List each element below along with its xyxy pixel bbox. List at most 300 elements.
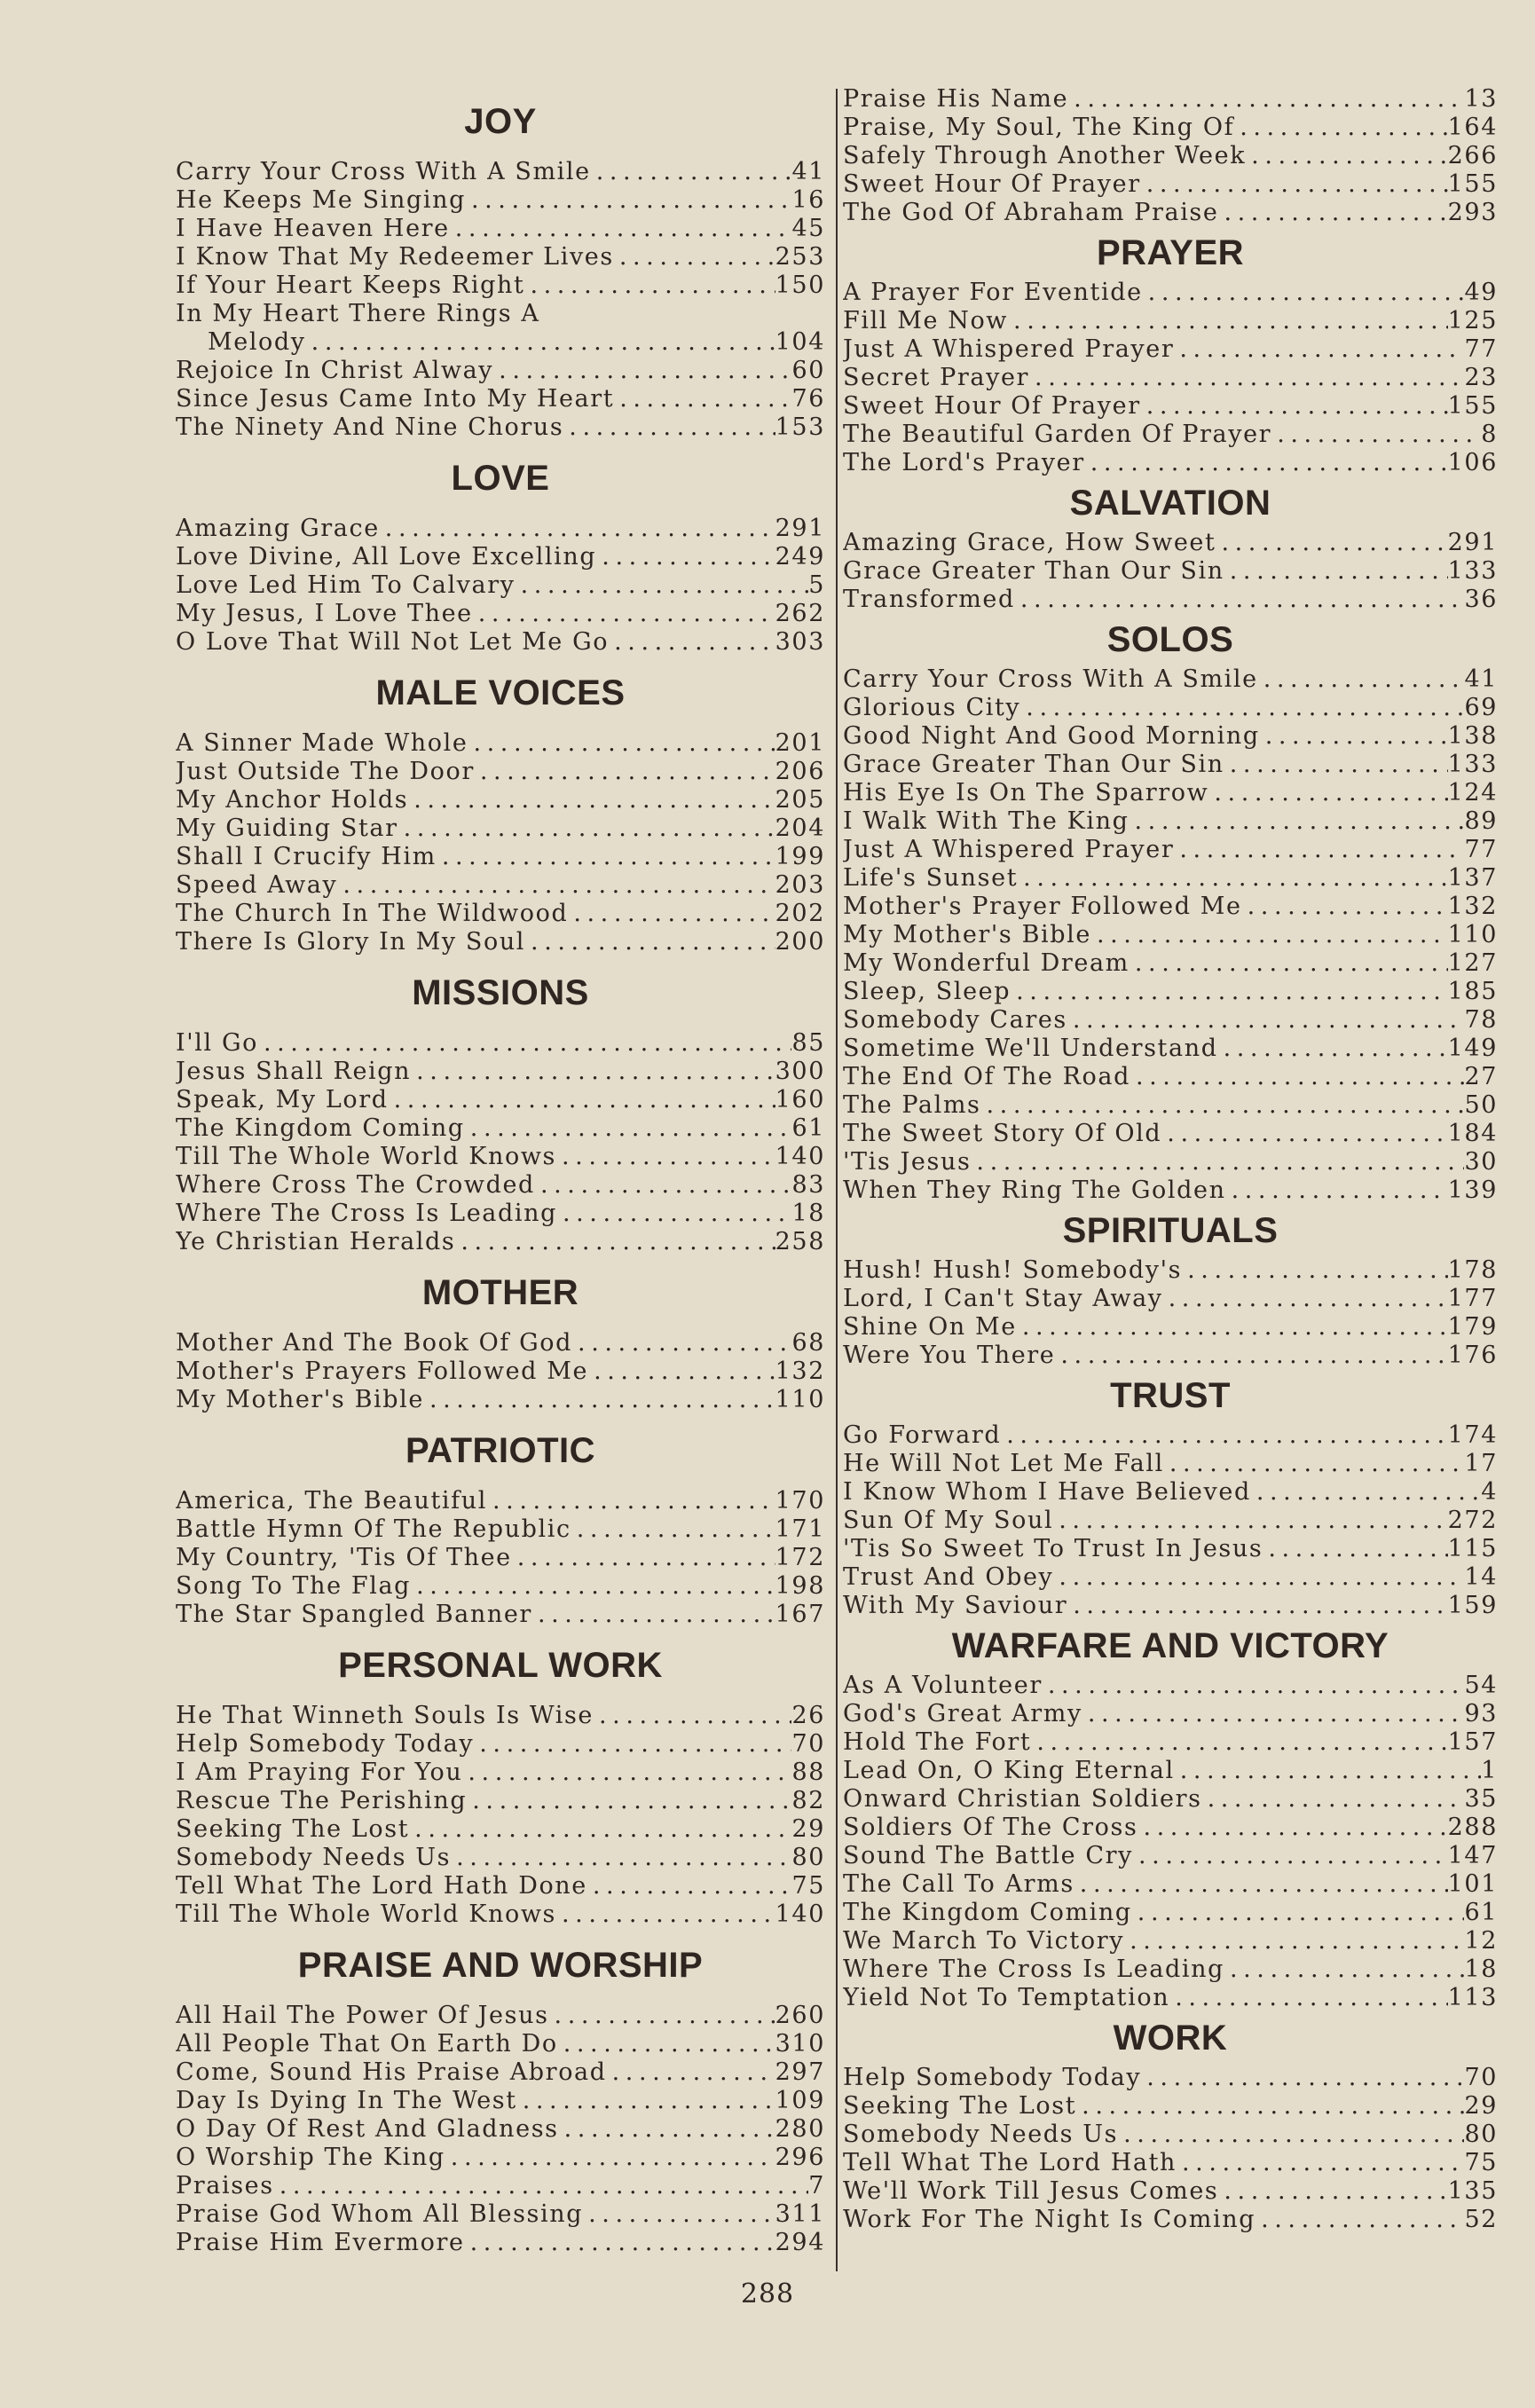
dot-leader bbox=[380, 515, 775, 543]
index-entry bbox=[843, 449, 1498, 477]
entry-title: Somebody Cares bbox=[843, 1006, 1067, 1034]
entry-page-number: 49 bbox=[1464, 279, 1498, 306]
entry-page-number: 124 bbox=[1447, 779, 1498, 807]
entry-title: My Wonderful Dream bbox=[843, 949, 1130, 977]
dot-leader bbox=[1137, 1814, 1447, 1842]
entry-page-number: 176 bbox=[1447, 1342, 1498, 1369]
index-entry bbox=[176, 1844, 825, 1872]
dot-leader bbox=[1053, 1563, 1464, 1592]
index-entry bbox=[176, 1759, 825, 1787]
entry-page-number: 258 bbox=[775, 1228, 825, 1255]
index-entry bbox=[843, 1984, 1498, 2012]
entry-title: The Kingdom Coming bbox=[176, 1114, 465, 1142]
entry-title: Work For The Night Is Coming bbox=[843, 2206, 1256, 2233]
entry-page-number: 17 bbox=[1464, 1450, 1498, 1477]
dot-leader bbox=[1216, 529, 1447, 557]
entry-page-number: 310 bbox=[775, 2030, 825, 2058]
entry-title: In My Heart There Rings A bbox=[176, 300, 540, 327]
entry-page-number: 41 bbox=[1464, 665, 1498, 693]
dot-leader bbox=[1067, 1592, 1447, 1620]
entry-title: Help Somebody Today bbox=[843, 2064, 1142, 2091]
entry-title: Grace Greater Than Our Sin bbox=[843, 557, 1224, 585]
dot-leader bbox=[1055, 1342, 1447, 1370]
entry-title: Just Outside The Door bbox=[176, 758, 475, 785]
entry-page-number: 185 bbox=[1447, 978, 1498, 1005]
index-section bbox=[843, 614, 1498, 1205]
index-entry bbox=[843, 199, 1498, 227]
entry-page-number: 61 bbox=[1464, 1899, 1498, 1926]
dot-leader bbox=[1226, 1176, 1448, 1205]
entry-title: Go Forward bbox=[843, 1421, 1002, 1449]
entry-page-number: 88 bbox=[791, 1759, 825, 1786]
dot-leader bbox=[1130, 949, 1448, 978]
entry-title: My Anchor Holds bbox=[176, 786, 409, 814]
entry-title: Ye Christian Heralds bbox=[176, 1228, 456, 1255]
entry-page-number: 178 bbox=[1447, 1256, 1498, 1284]
section-heading: SALVATION bbox=[1069, 483, 1271, 523]
index-entry bbox=[843, 114, 1498, 142]
entry-title: Sometime We'll Understand bbox=[843, 1035, 1218, 1062]
entry-title: Mother And The Book Of God bbox=[176, 1329, 573, 1357]
entry-page-number: 184 bbox=[1447, 1120, 1498, 1147]
entry-title: My Jesus, I Love Thee bbox=[176, 600, 473, 627]
entry-page-number: 29 bbox=[1464, 2092, 1498, 2120]
dot-leader bbox=[524, 271, 775, 300]
index-entry bbox=[843, 2149, 1498, 2177]
entry-title: Till The Whole World Knows bbox=[176, 1900, 557, 1928]
dot-leader bbox=[1141, 2064, 1464, 2092]
entry-title: Tell What The Lord Hath Done bbox=[176, 1872, 587, 1900]
index-entry bbox=[843, 665, 1498, 694]
entry-page-number: 262 bbox=[775, 600, 825, 627]
dot-leader bbox=[1082, 1700, 1465, 1728]
dot-leader bbox=[1175, 1757, 1482, 1785]
entry-page-number: 204 bbox=[775, 814, 825, 842]
entry-title-continuation: Melody bbox=[208, 328, 306, 356]
entry-title: Trust And Obey bbox=[843, 1563, 1054, 1591]
entry-title: Soldiers Of The Cross bbox=[843, 1814, 1138, 1841]
entry-page-number: 296 bbox=[775, 2144, 825, 2171]
dot-leader bbox=[607, 2058, 775, 2087]
index-entry bbox=[176, 1900, 825, 1929]
entry-page-number: 29 bbox=[791, 1815, 825, 1843]
dot-leader bbox=[1258, 665, 1465, 694]
entry-title: I'll Go bbox=[176, 1029, 258, 1057]
index-entry bbox=[176, 300, 825, 328]
index-section bbox=[843, 2012, 1498, 2234]
entry-title: He Keeps Me Singing bbox=[176, 186, 466, 214]
entry-title: 'Tis So Sweet To Trust In Jesus bbox=[843, 1535, 1263, 1562]
section-heading: MOTHER bbox=[421, 1272, 579, 1312]
entry-title: Were You There bbox=[843, 1342, 1056, 1369]
index-entry bbox=[843, 170, 1498, 199]
index-section bbox=[176, 956, 825, 1256]
index-entry bbox=[176, 543, 825, 571]
dot-leader bbox=[466, 186, 791, 215]
entry-title: Sweet Hour Of Prayer bbox=[843, 170, 1141, 198]
dot-leader bbox=[451, 1844, 791, 1872]
entry-title: America, The Beautiful bbox=[176, 1487, 487, 1515]
index-entry bbox=[843, 1728, 1498, 1757]
index-entry bbox=[843, 586, 1498, 614]
index-entry bbox=[176, 1730, 825, 1759]
entry-title: 'Tis Jesus bbox=[843, 1148, 972, 1176]
entry-title: Battle Hymn Of The Republic bbox=[176, 1515, 571, 1543]
entry-page-number: 5 bbox=[808, 571, 825, 599]
dot-leader bbox=[1182, 1256, 1448, 1285]
dot-leader bbox=[258, 1029, 791, 1058]
dot-leader bbox=[1246, 142, 1447, 170]
entry-title: The God Of Abraham Praise bbox=[843, 199, 1219, 226]
index-entry bbox=[176, 786, 825, 814]
dot-leader bbox=[1271, 421, 1481, 449]
dot-leader bbox=[594, 1702, 791, 1730]
entry-title: Amazing Grace, How Sweet bbox=[843, 529, 1216, 556]
index-section bbox=[843, 227, 1498, 477]
dot-leader bbox=[475, 758, 775, 786]
index-entry bbox=[843, 1700, 1498, 1728]
section-heading: SOLOS bbox=[1106, 619, 1234, 659]
dot-leader bbox=[1085, 449, 1448, 477]
entry-title: Hush! Hush! Somebody's bbox=[843, 1256, 1183, 1284]
index-entry bbox=[176, 357, 825, 385]
dot-leader bbox=[1076, 2092, 1464, 2121]
dot-leader bbox=[1091, 921, 1448, 949]
entry-page-number: 76 bbox=[791, 385, 825, 413]
entry-title: The Lord's Prayer bbox=[843, 449, 1085, 476]
index-entry bbox=[843, 949, 1498, 978]
entry-title: My Guiding Star bbox=[176, 814, 398, 842]
entry-page-number: 133 bbox=[1447, 751, 1498, 778]
entry-title: I Am Praying For You bbox=[176, 1759, 463, 1786]
index-entry bbox=[176, 2200, 825, 2229]
entry-title: Speed Away bbox=[176, 871, 338, 899]
entry-title: Onward Christian Soldiers bbox=[843, 1785, 1202, 1813]
index-entry bbox=[843, 978, 1498, 1006]
index-entry bbox=[176, 2087, 825, 2115]
entry-page-number: 137 bbox=[1447, 864, 1498, 892]
index-entry bbox=[176, 1171, 825, 1200]
entry-title: The Sweet Story Of Old bbox=[843, 1120, 1162, 1147]
entry-title: Mother's Prayer Followed Me bbox=[843, 893, 1242, 920]
entry-page-number: 14 bbox=[1464, 1563, 1498, 1591]
entry-page-number: 138 bbox=[1447, 722, 1498, 750]
dot-leader bbox=[1224, 557, 1448, 586]
entry-page-number: 249 bbox=[775, 543, 825, 571]
entry-page-number: 35 bbox=[1464, 1785, 1498, 1813]
index-section bbox=[843, 1620, 1498, 2012]
entry-title: My Mother's Bible bbox=[843, 921, 1091, 948]
dot-leader bbox=[1132, 1899, 1465, 1927]
dot-leader bbox=[1141, 170, 1448, 199]
index-entry bbox=[176, 243, 825, 271]
dot-leader bbox=[467, 1787, 791, 1815]
dot-leader bbox=[487, 1487, 775, 1515]
index-entry bbox=[843, 1450, 1498, 1478]
index-section bbox=[176, 442, 825, 657]
entry-title: Speak, My Lord bbox=[176, 1086, 389, 1114]
entry-page-number: 13 bbox=[1464, 85, 1498, 113]
entry-page-number: 139 bbox=[1447, 1176, 1498, 1204]
dot-leader bbox=[1029, 364, 1464, 392]
entry-page-number: 200 bbox=[775, 928, 825, 956]
section-heading: PERSONAL WORK bbox=[338, 1645, 663, 1685]
entry-page-number: 70 bbox=[791, 1730, 825, 1758]
index-section bbox=[176, 1256, 825, 1414]
entry-title: Sleep, Sleep bbox=[843, 978, 1012, 1005]
entry-page-number: 150 bbox=[775, 271, 825, 299]
entry-title: Safely Through Another Week bbox=[843, 142, 1247, 169]
entry-title: Mother's Prayers Followed Me bbox=[176, 1357, 589, 1385]
index-entry bbox=[843, 1899, 1498, 1927]
dot-leader bbox=[609, 628, 775, 657]
dot-leader bbox=[1202, 1785, 1465, 1814]
index-entry bbox=[176, 1386, 825, 1414]
entry-page-number: 291 bbox=[1447, 529, 1498, 556]
entry-title: All Hail The Power Of Jesus bbox=[176, 2002, 549, 2029]
entry-page-number: 77 bbox=[1464, 836, 1498, 863]
entry-page-number: 177 bbox=[1447, 1285, 1498, 1312]
index-entry bbox=[843, 836, 1498, 864]
index-entry bbox=[176, 1515, 825, 1544]
index-section bbox=[176, 1414, 825, 1629]
index-entry bbox=[843, 1035, 1498, 1063]
dot-leader bbox=[411, 1058, 775, 1086]
entry-title: A Prayer For Eventide bbox=[843, 279, 1143, 306]
index-entry bbox=[843, 307, 1498, 335]
dot-leader bbox=[591, 158, 792, 186]
section-heading: MALE VOICES bbox=[375, 673, 626, 712]
dot-leader bbox=[525, 928, 775, 956]
entry-title: Good Night And Good Morning bbox=[843, 722, 1260, 750]
dot-leader bbox=[614, 385, 791, 413]
entry-page-number: 70 bbox=[1464, 2064, 1498, 2091]
entry-page-number: 294 bbox=[775, 2229, 825, 2256]
index-entry bbox=[176, 385, 825, 413]
section-heading: WORK bbox=[1113, 2018, 1228, 2058]
index-entry bbox=[843, 1176, 1498, 1205]
entry-page-number: 110 bbox=[1447, 921, 1498, 948]
section-heading: LOVE bbox=[451, 458, 550, 498]
entry-page-number: 26 bbox=[791, 1702, 825, 1729]
entry-page-number: 68 bbox=[791, 1329, 825, 1357]
index-section bbox=[176, 85, 825, 442]
entry-title: His Eye Is On The Sparrow bbox=[843, 779, 1209, 807]
entry-title: Praises bbox=[176, 2172, 274, 2199]
index-entry bbox=[843, 921, 1498, 949]
index-entry bbox=[843, 279, 1498, 307]
index-entry bbox=[843, 751, 1498, 779]
index-entry bbox=[843, 1256, 1498, 1285]
dot-leader bbox=[516, 571, 809, 600]
entry-page-number: 266 bbox=[1447, 142, 1498, 169]
index-section bbox=[843, 1205, 1498, 1370]
dot-leader bbox=[512, 1544, 775, 1572]
index-entry bbox=[843, 1063, 1498, 1091]
section-heading: PRAISE AND WORSHIP bbox=[297, 1945, 704, 1985]
dot-leader bbox=[1068, 85, 1464, 114]
dot-leader bbox=[568, 900, 775, 928]
entry-page-number: 203 bbox=[775, 871, 825, 899]
section-heading: TRUST bbox=[1110, 1375, 1231, 1415]
column-divider bbox=[836, 89, 838, 2271]
dot-leader bbox=[559, 2115, 775, 2144]
dot-leader bbox=[408, 786, 775, 814]
entry-page-number: 140 bbox=[775, 1143, 825, 1170]
index-entry bbox=[843, 1672, 1498, 1700]
index-entry bbox=[843, 1313, 1498, 1342]
entry-page-number: 104 bbox=[775, 328, 825, 356]
dot-leader bbox=[583, 2200, 775, 2229]
dot-leader bbox=[532, 1601, 775, 1629]
index-entry bbox=[176, 158, 825, 186]
index-entry bbox=[176, 1200, 825, 1228]
entry-page-number: 288 bbox=[1447, 1814, 1498, 1841]
index-entry bbox=[843, 1842, 1498, 1870]
index-entry bbox=[843, 1870, 1498, 1899]
entry-page-number: 155 bbox=[1447, 392, 1498, 420]
entry-page-number: 36 bbox=[1464, 586, 1498, 613]
entry-title: When They Ring The Golden bbox=[843, 1176, 1226, 1204]
dot-leader bbox=[468, 729, 775, 758]
index-entry bbox=[843, 1148, 1498, 1176]
entry-page-number: 30 bbox=[1464, 1148, 1498, 1176]
entry-page-number: 160 bbox=[775, 1086, 825, 1114]
entry-page-number: 132 bbox=[775, 1357, 825, 1385]
entry-page-number: 23 bbox=[1464, 364, 1498, 391]
entry-page-number: 170 bbox=[775, 1487, 825, 1515]
index-entry bbox=[843, 85, 1498, 114]
entry-page-number: 125 bbox=[1447, 307, 1498, 334]
entry-title: We March To Victory bbox=[843, 1927, 1125, 1955]
index-entry bbox=[176, 900, 825, 928]
index-entry bbox=[843, 779, 1498, 807]
dot-leader bbox=[1001, 1421, 1447, 1450]
entry-page-number: 159 bbox=[1447, 1592, 1498, 1619]
dot-leader bbox=[1263, 1535, 1447, 1563]
dot-leader bbox=[424, 1386, 775, 1414]
entry-title: Life's Sunset bbox=[843, 864, 1019, 892]
dot-leader bbox=[556, 1900, 775, 1929]
index-entry bbox=[176, 1329, 825, 1357]
entry-page-number: 140 bbox=[775, 1900, 825, 1928]
dot-leader bbox=[411, 1572, 775, 1601]
entry-page-number: 205 bbox=[775, 786, 825, 814]
entry-title: We'll Work Till Jesus Comes bbox=[843, 2177, 1219, 2205]
index-entry bbox=[176, 2002, 825, 2030]
entry-title: Somebody Needs Us bbox=[843, 2121, 1119, 2148]
index-entry bbox=[176, 515, 825, 543]
section-heading: SPIRITUALS bbox=[1062, 1210, 1279, 1250]
entry-page-number: 27 bbox=[1464, 1063, 1498, 1090]
index-entry bbox=[176, 2058, 825, 2087]
entry-page-number: 147 bbox=[1447, 1842, 1498, 1869]
dot-leader bbox=[1256, 2206, 1464, 2234]
dot-leader bbox=[1017, 1313, 1448, 1342]
index-entry bbox=[176, 1086, 825, 1114]
entry-title: The Church In The Wildwood bbox=[176, 900, 569, 927]
dot-leader bbox=[1067, 1006, 1465, 1035]
dot-leader bbox=[558, 2030, 775, 2058]
index-entry bbox=[843, 1785, 1498, 1814]
index-entry bbox=[843, 1421, 1498, 1450]
entry-page-number: 133 bbox=[1447, 557, 1498, 585]
entry-page-number: 1 bbox=[1481, 1757, 1498, 1784]
index-entry bbox=[176, 571, 825, 600]
entry-title: He Will Not Let Me Fall bbox=[843, 1450, 1164, 1477]
entry-title: Sun Of My Soul bbox=[843, 1507, 1054, 1534]
entry-title: Seeking The Lost bbox=[176, 1815, 410, 1843]
entry-page-number: 198 bbox=[775, 1572, 825, 1600]
entry-title: God's Great Army bbox=[843, 1700, 1082, 1727]
entry-page-number: 106 bbox=[1447, 449, 1498, 476]
dot-leader bbox=[1124, 1927, 1464, 1956]
index-entry bbox=[176, 1058, 825, 1086]
entry-title: Rejoice In Christ Alway bbox=[176, 357, 494, 384]
index-entry bbox=[843, 529, 1498, 557]
entry-page-number: 78 bbox=[1464, 1006, 1498, 1034]
dot-leader bbox=[587, 1872, 792, 1900]
dot-leader bbox=[535, 1171, 791, 1200]
entry-title: Praise His Name bbox=[843, 85, 1069, 113]
dot-leader bbox=[1164, 1450, 1465, 1478]
entry-page-number: 149 bbox=[1447, 1035, 1498, 1062]
entry-title: Fill Me Now bbox=[843, 307, 1009, 334]
entry-title: O Love That Will Not Let Me Go bbox=[176, 628, 610, 656]
entry-title: The Call To Arms bbox=[843, 1870, 1074, 1898]
entry-title: My Mother's Bible bbox=[176, 1386, 424, 1413]
entry-page-number: 85 bbox=[791, 1029, 825, 1057]
dot-leader bbox=[1020, 694, 1464, 722]
index-entry bbox=[843, 893, 1498, 921]
entry-page-number: 297 bbox=[775, 2058, 825, 2086]
entry-title: The Ninety And Nine Chorus bbox=[176, 413, 564, 441]
index-entry bbox=[176, 215, 825, 243]
entry-title: Grace Greater Than Our Sin bbox=[843, 751, 1224, 778]
entry-title: Where The Cross Is Leading bbox=[176, 1200, 557, 1227]
dot-leader bbox=[1015, 586, 1465, 614]
dot-leader bbox=[596, 543, 775, 571]
entry-page-number: 113 bbox=[1447, 1984, 1498, 2011]
dot-leader bbox=[474, 1730, 791, 1759]
index-section bbox=[843, 477, 1498, 614]
dot-leader bbox=[465, 1114, 792, 1143]
dot-leader bbox=[1224, 1956, 1464, 1984]
entry-title: Where The Cross Is Leading bbox=[843, 1956, 1224, 1983]
entry-page-number: 174 bbox=[1447, 1421, 1498, 1449]
entry-title: Tell What The Lord Hath bbox=[843, 2149, 1177, 2176]
left-column bbox=[176, 85, 825, 2257]
dot-leader bbox=[614, 243, 775, 271]
entry-page-number: 171 bbox=[775, 1515, 825, 1543]
entry-page-number: 61 bbox=[791, 1114, 825, 1142]
index-entry bbox=[176, 843, 825, 871]
entry-page-number: 60 bbox=[791, 357, 825, 384]
index-entry bbox=[176, 1143, 825, 1171]
right-column bbox=[843, 85, 1498, 2234]
entry-title: Come, Sound His Praise Abroad bbox=[176, 2058, 607, 2086]
entry-page-number: 52 bbox=[1464, 2206, 1498, 2233]
entry-page-number: 93 bbox=[1464, 1700, 1498, 1727]
dot-leader bbox=[1174, 836, 1464, 864]
entry-title: Song To The Flag bbox=[176, 1572, 412, 1600]
dot-leader bbox=[1251, 1478, 1481, 1507]
dot-leader bbox=[1011, 978, 1448, 1006]
entry-page-number: 7 bbox=[808, 2172, 825, 2199]
entry-page-number: 311 bbox=[775, 2200, 825, 2228]
dot-leader bbox=[1163, 1285, 1448, 1313]
index-entry bbox=[843, 392, 1498, 421]
